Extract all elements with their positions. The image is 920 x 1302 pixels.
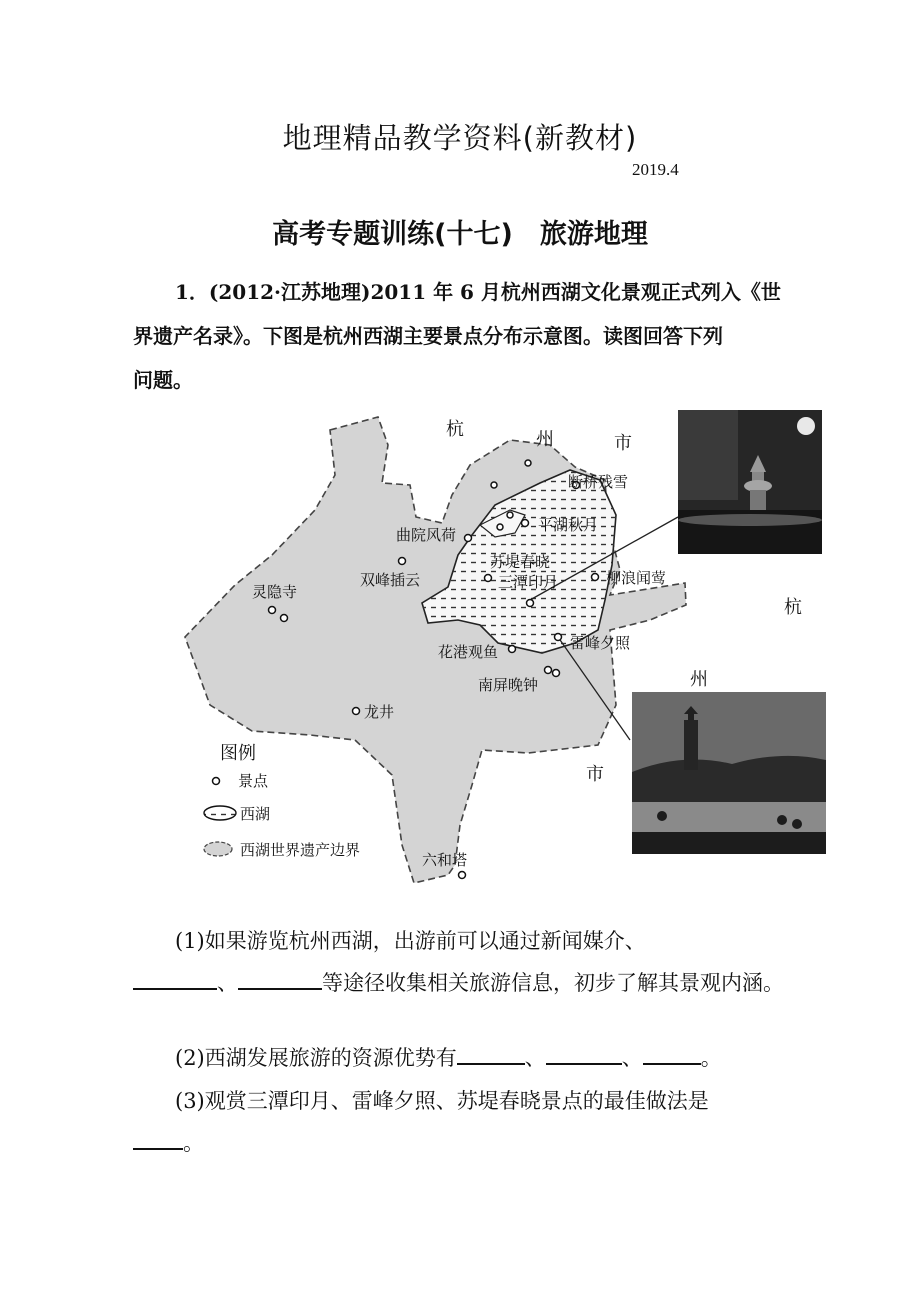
q3-end: 。 (183, 1131, 204, 1155)
spot-marker-liulang (592, 574, 599, 581)
spot-label-sudi: 苏堤春晓 (490, 553, 551, 571)
document-date: 2019.4 (632, 160, 679, 179)
spot-marker-pinghu (522, 520, 529, 527)
q1-answer-blank-2[interactable] (238, 966, 322, 990)
spot-label-santan: 三潭印月 (498, 573, 559, 591)
spot-label-quyuan: 曲院风荷 (396, 526, 457, 544)
spot-marker-north-1 (525, 460, 531, 466)
legend-lake-label: 西湖 (240, 805, 271, 823)
spot-marker-nanping-1 (545, 667, 552, 674)
question-1 (133, 920, 813, 1004)
q1-answer-blank-1[interactable] (133, 966, 217, 990)
q2-answer-blank-1[interactable] (457, 1041, 525, 1065)
question-intro-line1: 1．(2012·江苏地理)2011 年 6 月杭州西湖文化景观正式列入《世 (175, 280, 781, 304)
legend-title: 图例 (220, 743, 256, 764)
question-intro-line2: 界遗产名录》。下图是杭州西湖主要景点分布示意图。读图回答下列 (133, 324, 723, 348)
spot-marker-north-2 (491, 482, 497, 488)
legend-boundary-icon (204, 842, 232, 856)
q2-answer-blank-3[interactable] (643, 1041, 701, 1065)
question-3 (133, 1080, 813, 1164)
photo-leifeng-sunset (632, 692, 826, 854)
question-intro (133, 270, 793, 402)
spot-marker-huagang (509, 646, 516, 653)
q2-end: 。 (700, 1046, 722, 1070)
spot-marker-lingyin-2 (281, 615, 288, 622)
spot-label-duanqiao: 断桥残雪 (568, 473, 629, 491)
city-label-shi-top: 市 (614, 433, 632, 454)
legend-lake-icon (204, 806, 236, 820)
spot-marker-nanping-2 (553, 670, 560, 677)
spot-label-liuhe: 六和塔 (422, 851, 468, 869)
spot-label-lingyin: 灵隐寺 (252, 583, 298, 601)
spot-label-pinghu: 平湖秋月 (538, 516, 599, 534)
q2-answer-blank-2[interactable] (546, 1041, 622, 1065)
city-label-shi-right: 市 (586, 764, 604, 785)
q2-separator-2: 、 (621, 1046, 643, 1070)
q3-text-part1: (3)观赏三潭印月、雷峰夕照、苏堤春晓景点的最佳做法是 (175, 1089, 709, 1113)
legend-spot-label: 景点 (238, 772, 269, 790)
q3-answer-blank[interactable] (133, 1126, 183, 1150)
city-label-zhou-right: 州 (690, 669, 708, 690)
spot-marker-leifeng (555, 634, 562, 641)
document-header-title: 地理精品教学资料(新教材) (282, 121, 638, 155)
spot-label-longjing: 龙井 (364, 703, 395, 721)
map-legend (204, 743, 360, 859)
spot-marker-island-1 (507, 512, 513, 518)
legend-spot-icon (213, 778, 220, 785)
spot-marker-santan (527, 600, 534, 607)
spot-label-leifeng: 雷峰夕照 (570, 634, 631, 652)
city-label-zhou-top: 州 (536, 429, 554, 450)
photo-santan-night (678, 410, 822, 554)
section-title: 高考专题训练(十七) 旅游地理 (272, 219, 648, 250)
q1-text-part1: (1)如果游览杭州西湖，出游前可以通过新闻媒介、 (175, 929, 646, 953)
spot-label-huagang: 花港观鱼 (438, 643, 499, 661)
spot-label-nanping: 南屏晚钟 (478, 676, 539, 694)
spot-marker-island-2 (497, 524, 503, 530)
spot-marker-longjing (353, 708, 360, 715)
spot-label-liulang: 柳浪闻莺 (606, 569, 667, 587)
leifeng-pagoda-image (632, 692, 826, 854)
spot-marker-liuhe (459, 872, 466, 879)
legend-boundary-label: 西湖世界遗产边界 (240, 841, 361, 859)
q2-separator-1: 、 (524, 1046, 546, 1070)
q1-text-part2: 等途径收集相关旅游信息，初步了解其景观内涵。 (322, 971, 784, 995)
q1-separator: 、 (217, 971, 238, 995)
santan-pagoda-image (678, 410, 822, 554)
spot-label-shuangfeng: 双峰插云 (360, 571, 421, 589)
question-intro-line3: 问题。 (133, 368, 193, 392)
city-label-hang-right: 杭 (784, 597, 802, 618)
spot-marker-shuangfeng (399, 558, 406, 565)
spot-marker-sudi (485, 575, 492, 582)
city-label-hang-top: 杭 (446, 419, 464, 440)
question-2 (133, 1037, 813, 1079)
q2-text-part1: (2)西湖发展旅游的资源优势有 (175, 1046, 457, 1070)
spot-marker-quyuan (465, 535, 472, 542)
spot-marker-lingyin-1 (269, 607, 276, 614)
